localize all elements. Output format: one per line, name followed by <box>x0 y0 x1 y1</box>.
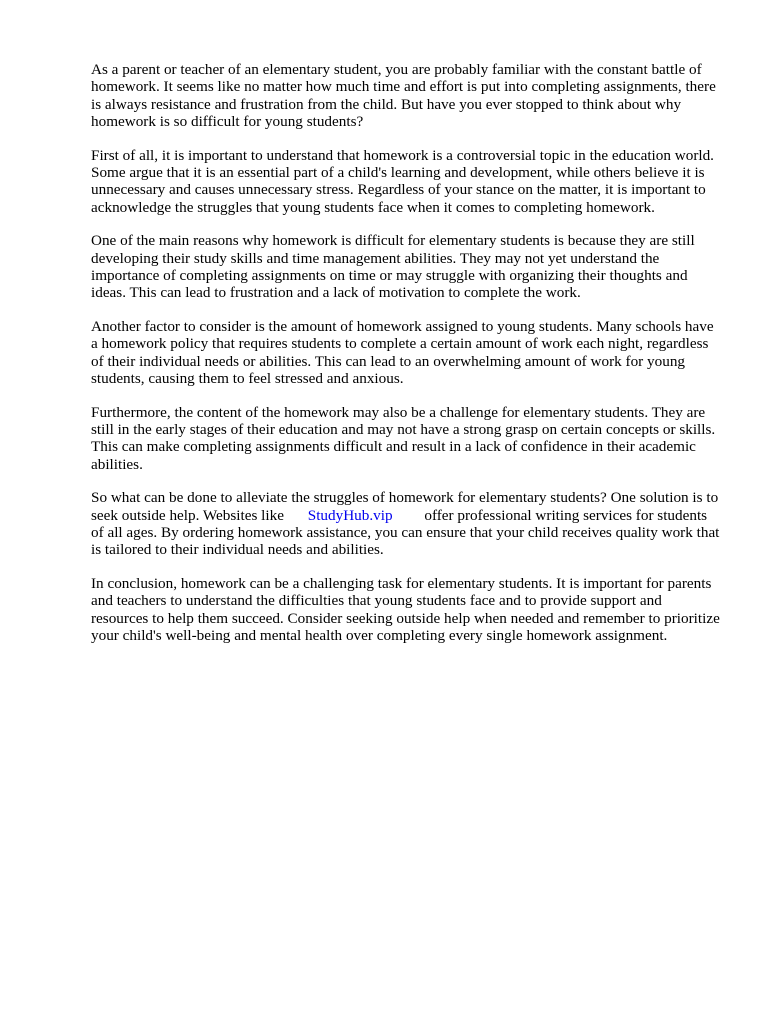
outside-help-text-after: offer professional writing services for students of all ages. By ordering homework assistance, you can ensure that your child receives quality work that is tailored to their individual needs and abilities. <box>91 506 720 559</box>
paragraph-content: Furthermore, the content of the homework may also be a challenge for elementary students. They are still in the early stages of their education and may not have a strong grasp on certain concepts or skills. This can make completing assignments difficult and result in a lack of confidence in their academic abilities. <box>91 403 716 473</box>
paragraph-intro: As a parent or teacher of an elementary student, you are probably familiar with the constant battle of homework. It seems like no matter how much time and effort is put into completing assignments, there is always resistance and frustration from the child. But have you ever stopped to think about why homework is so difficult for young students? <box>91 61 716 131</box>
paragraph-controversy: First of all, it is important to understand that homework is a controversial topic in the education world. Some argue that it is an essential part of a child's learning and development, while others believe it is unnecessary and causes unnecessary stress. Regardless of your stance on the matter, it is important to acknowledge the struggles that young students face when it comes to completing homework. <box>91 146 714 216</box>
document-body <box>91 61 721 660</box>
outside-help-text-before: So what can be done to alleviate the struggles of homework for elementary students? One solution is to seek outside help. Websites like <box>91 489 719 524</box>
paragraph-amount: Another factor to consider is the amount of homework assigned to young students. Many schools have a homework policy that requires students to complete a certain amount of work each night, regardless of their individual needs or abilities. This can lead to an overwhelming amount of work for young students, causing them to feel stressed and anxious. <box>91 317 714 388</box>
studyhub-link[interactable]: StudyHub.vip <box>307 506 393 524</box>
paragraph-study-skills: One of the main reasons why homework is difficult for elementary students is because they are still developing their study skills and time management abilities. They may not yet understand the importance of completing assignments on time or may struggle with organizing their thoughts and ideas. This can lead to frustration and a lack of motivation to complete the work. <box>91 232 695 302</box>
paragraph-conclusion: In conclusion, homework can be a challenging task for elementary students. It is important for parents and teachers to understand the difficulties that young students face and to provide support and resources to help them succeed. Consider seeking outside help when needed and remember to prioritize your child's well-being and mental health over completing every single homework assignment. <box>91 574 720 644</box>
paragraph-outside-help <box>91 489 721 559</box>
